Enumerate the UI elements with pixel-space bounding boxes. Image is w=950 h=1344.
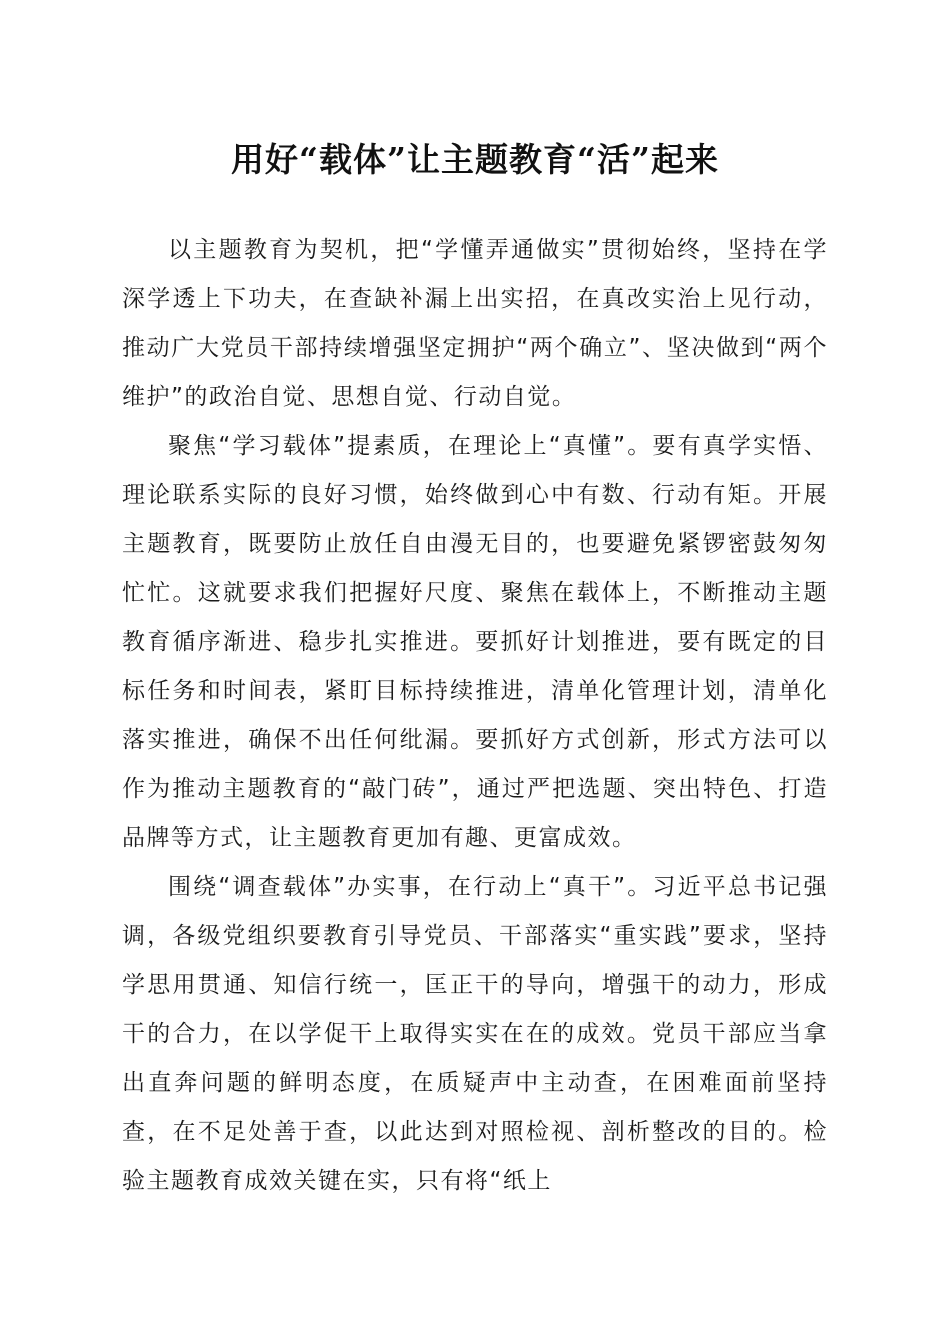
document-title: 用好“载体”让主题教育“活”起来 <box>231 140 719 179</box>
paragraph-survey-carrier: 围绕“调查载体”办实事，在行动上“真干”。习近平总书记强调，各级党组织要教育引导党员、干部落实“重实践”要求，坚持学思用贯通、知信行统一，匡正干的导向，增强干的动力，形成干的合力，在以学促干上取得实实在在的成效。党员干部应当拿出直奔问题的鲜明态度，在质疑声中主动查，在困难面前坚持查，在不足处善于查，以此达到对照检视、剖析整改的目的。检验主题教育成效关键在实，只有将“纸上 <box>122 874 828 1194</box>
document-body <box>122 226 828 1206</box>
paragraph-intro: 以主题教育为契机，把“学懂弄通做实”贯彻始终，坚持在学深学透上下功夫，在查缺补漏上出实招，在真改实治上见行动，推动广大党员干部持续增强坚定拥护“两个确立”、坚决做到“两个维护”的政治自觉、思想自觉、行动自觉。 <box>122 237 828 410</box>
paragraph-study-carrier: 聚焦“学习载体”提素质，在理论上“真懂”。要有真学实悟、理论联系实际的良好习惯，始终做到心中有数、行动有矩。开展主题教育，既要防止放任自由漫无目的，也要避免紧锣密鼓匆匆忙忙。这就要求我们把握好尺度、聚焦在载体上，不断推动主题教育循序渐进、稳步扎实推进。要抓好计划推进，要有既定的目标任务和时间表，紧盯目标持续推进，清单化管理计划，清单化落实推进，确保不出任何纰漏。要抓好方式创新，形式方法可以作为推动主题教育的“敲门砖”，通过严把选题、突出特色、打造品牌等方式，让主题教育更加有趣、更富成效。 <box>122 433 828 851</box>
